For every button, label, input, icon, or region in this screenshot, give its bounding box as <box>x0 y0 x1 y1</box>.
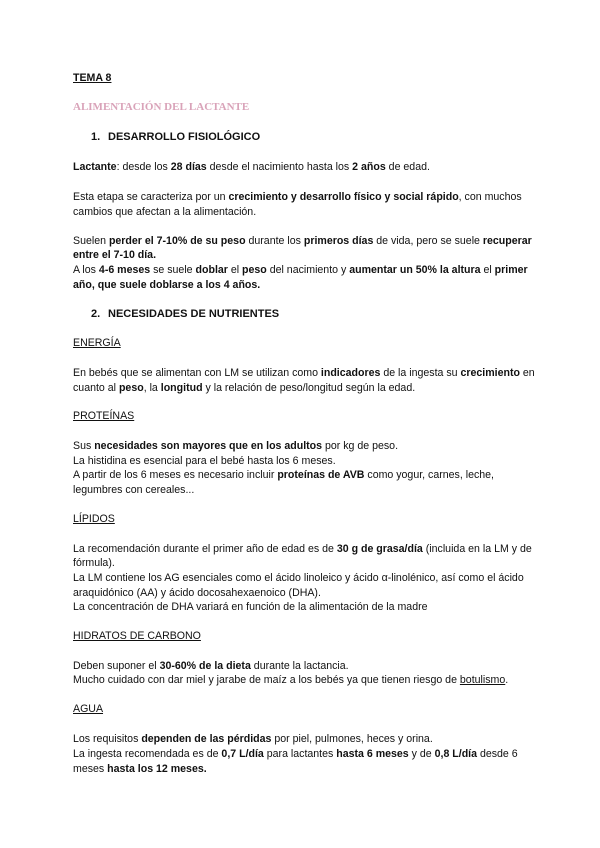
doc-subtitle: ALIMENTACIÓN DEL LACTANTE <box>73 101 250 113</box>
section-1-heading <box>91 131 260 144</box>
text: Esta etapa se caracteriza por un <box>73 191 229 203</box>
agua-line-3 <box>73 763 207 776</box>
text: por piel, pulmones, heces y orina. <box>271 733 433 745</box>
text-bold: primeros días <box>303 235 374 247</box>
text-bold: perder el 7-10% de su peso <box>108 235 246 247</box>
text-bold: 0,8 L/día <box>434 748 478 760</box>
proteinas-line-3 <box>73 469 494 482</box>
lipidos-line-2: fórmula). <box>73 557 115 569</box>
text-bold: recuperar <box>482 235 532 247</box>
text: se suele <box>150 264 196 276</box>
text-bold: aumentar un 50% la altura <box>349 264 481 276</box>
text-bold: dependen de las pérdidas <box>141 733 272 745</box>
text-bold: doblar <box>195 264 228 276</box>
section-2-label: NECESIDADES DE NUTRIENTES <box>108 308 280 320</box>
text: de vida, pero se suele <box>373 235 483 247</box>
text: Deben suponer el <box>73 660 160 672</box>
section-1-number: 1. <box>91 131 101 143</box>
text: meses <box>73 763 108 775</box>
text: el <box>227 264 243 276</box>
energia-line-2 <box>73 382 415 395</box>
lipidos-line-5: La concentración de DHA variará en función de la alimentación de la madre <box>73 601 428 613</box>
text-bold: proteínas de AVB <box>277 469 365 481</box>
text-bold: longitud <box>160 382 203 394</box>
text: como yogur, carnes, leche, <box>364 469 494 481</box>
text: de edad. <box>385 161 430 173</box>
agua-line-2 <box>73 748 518 761</box>
text: La recomendación durante el primer año de edad es de <box>73 543 337 555</box>
text-bold: hasta los 12 meses. <box>107 763 207 775</box>
text-bold: 0,7 L/día <box>221 748 264 760</box>
text: por kg de peso. <box>322 440 399 452</box>
text: del nacimiento y <box>266 264 350 276</box>
text-underlined: botulismo <box>459 674 506 686</box>
text: , con muchos <box>458 191 522 203</box>
section-1-label: DESARROLLO FISIOLÓGICO <box>108 131 261 143</box>
text-bold: crecimiento y desarrollo físico y social rápido <box>228 191 459 203</box>
lipidos-line-3: La LM contiene los AG esenciales como el ácido linoleico y ácido α-linolénico, así como el ácido <box>73 572 524 584</box>
paragraph-peso-line-3 <box>73 264 528 277</box>
text-bold: indicadores <box>320 367 381 379</box>
text-bold: 30-60% de la dieta <box>159 660 251 672</box>
paragraph-etapa-line-2: cambios que afectan a la alimentación. <box>73 206 257 218</box>
text-bold: 4-6 meses <box>98 264 151 276</box>
hidratos-line-1 <box>73 660 349 673</box>
text: desde el nacimiento hasta los <box>206 161 353 173</box>
text: Los requisitos <box>73 733 142 745</box>
proteinas-line-2: La histidina es esencial para el bebé hasta los 6 meses. <box>73 455 336 467</box>
text: A partir de los 6 meses es necesario incluir <box>73 469 278 481</box>
text: en <box>519 367 535 379</box>
text: y de <box>408 748 435 760</box>
heading-proteinas: PROTEÍNAS <box>73 410 135 422</box>
text: desde 6 <box>477 748 518 760</box>
hidratos-line-2 <box>73 674 508 687</box>
paragraph-peso-line-1 <box>73 235 532 248</box>
text: y la relación de peso/longitud según la edad. <box>202 382 416 394</box>
text-bold: crecimiento <box>460 367 520 379</box>
text: durante los <box>245 235 304 247</box>
text: durante la lactancia. <box>250 660 349 672</box>
text-bold: hasta 6 meses <box>336 748 409 760</box>
text: cuanto al <box>73 382 119 394</box>
text: (incluida en la LM y de <box>422 543 532 555</box>
heading-agua: AGUA <box>73 703 104 715</box>
lipidos-line-4: araquidónico (AA) y ácido docosahexaenoico (DHA). <box>73 587 321 599</box>
text: La ingesta recomendada es de <box>73 748 222 760</box>
text-bold: doblarse a los 4 años. <box>149 279 261 291</box>
text: : desde los <box>116 161 171 173</box>
text-bold: peso <box>242 264 267 276</box>
proteinas-line-1 <box>73 440 398 453</box>
section-2-number: 2. <box>91 308 101 320</box>
paragraph-lactante <box>73 161 430 174</box>
text-bold: año, que suele <box>73 279 150 291</box>
text: Suelen <box>73 235 109 247</box>
doc-title: TEMA 8 <box>73 72 112 84</box>
text: En bebés que se alimentan con LM se utilizan como <box>73 367 321 379</box>
text: de la ingesta su <box>380 367 461 379</box>
text-bold: 2 años <box>352 161 386 173</box>
proteinas-line-4: legumbres con cereales... <box>73 484 195 496</box>
text: , la <box>143 382 161 394</box>
text-bold: 28 días <box>170 161 207 173</box>
section-2-heading <box>91 308 279 321</box>
text-bold: 30 g de grasa/día <box>336 543 423 555</box>
text: Sus <box>73 440 95 452</box>
text-bold: primer <box>494 264 528 276</box>
agua-line-1 <box>73 733 433 746</box>
text-bold: necesidades son mayores que en los adultos <box>94 440 323 452</box>
text: el <box>480 264 495 276</box>
text-bold: peso <box>118 382 144 394</box>
heading-energia: ENERGÍA <box>73 337 121 349</box>
text: . <box>505 674 509 686</box>
paragraph-etapa-line-1 <box>73 191 522 204</box>
heading-lipidos: LÍPIDOS <box>73 513 115 525</box>
energia-line-1 <box>73 367 535 380</box>
text: para lactantes <box>263 748 337 760</box>
text: A los <box>73 264 99 276</box>
text: Mucho cuidado con dar miel y jarabe de maíz a los bebés ya que tienen riesgo de <box>73 674 460 686</box>
paragraph-peso-line-2: entre el 7-10 día. <box>73 249 157 261</box>
paragraph-peso-line-4 <box>73 279 260 292</box>
heading-hidratos: HIDRATOS DE CARBONO <box>73 630 201 642</box>
lipidos-line-1 <box>73 543 532 556</box>
text-bold: Lactante <box>73 161 117 173</box>
